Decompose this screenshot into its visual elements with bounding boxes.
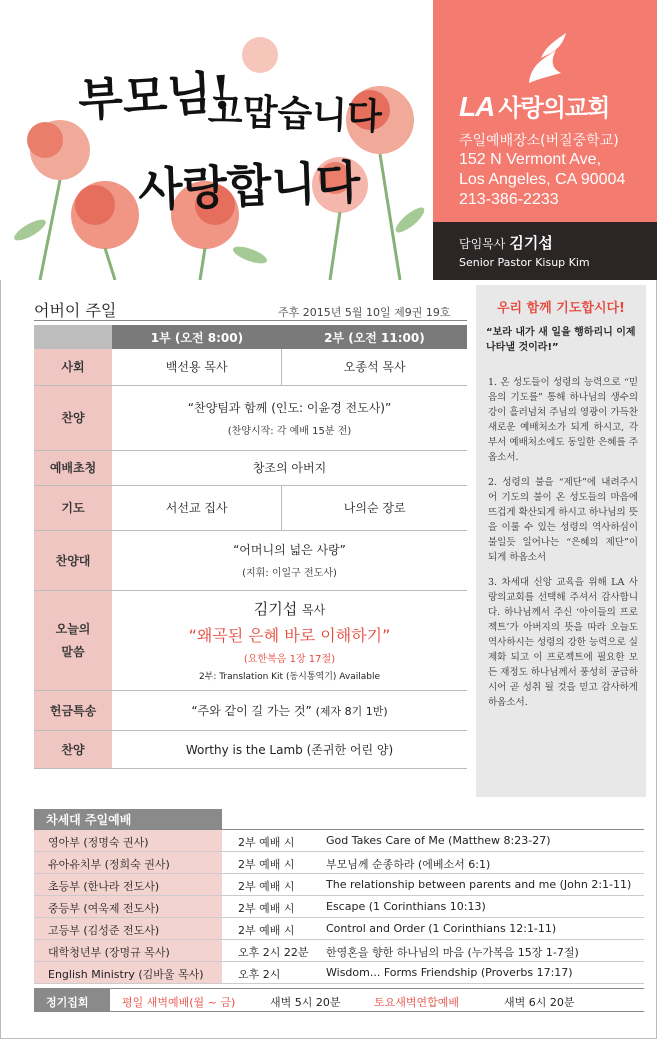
cell: 나의순 장로 — [282, 485, 467, 530]
sermon-label2: 말씀 — [61, 645, 85, 659]
church-name — [459, 88, 609, 123]
time: 오후 2시 — [238, 968, 281, 981]
phone: 213-386-2233 — [459, 191, 559, 208]
choir-sub: (지휘: 이일구 전도사) — [242, 568, 337, 579]
prayer-list — [488, 375, 638, 720]
cell — [112, 590, 467, 690]
calligraphy-line1a: 부모님! — [76, 65, 233, 127]
pastor-name: 김기섭 — [509, 234, 553, 252]
flame-logo-icon — [521, 28, 571, 88]
row-label: 사회 — [34, 349, 112, 385]
row-label: 찬양대 — [34, 530, 112, 590]
prayer-box — [476, 285, 646, 797]
saturday-time: 새벽 6시 20분 — [504, 996, 575, 1009]
pastor-title: 담임목사 — [459, 237, 506, 251]
sermon-title: The relationship between parents and me (John 2:1-11) — [326, 878, 632, 891]
saturday-label: 토요새벽연합예배 — [374, 996, 460, 1009]
offering-song: “주와 같이 길 가는 것” — [191, 703, 312, 718]
table-row — [34, 830, 644, 852]
prayer-title: 우리 함께 기도합시다! — [496, 301, 625, 316]
location-label: 주일예배장소(버질중학교) — [459, 133, 619, 149]
sermon-title: 한영혼을 향한 하나님의 마음 (누가복음 15장 1-7절) — [326, 946, 579, 959]
praise-sub: (찬양시작: 각 예배 15분 전) — [227, 425, 352, 437]
order-of-worship — [34, 325, 467, 769]
church-info-panel — [433, 0, 657, 222]
preacher-title: 목사 — [302, 603, 326, 617]
dept: 대학청년부 (장명규 목사) — [34, 940, 222, 961]
carnation-illustration — [0, 0, 433, 280]
time: 오후 2시 22분 — [238, 946, 309, 959]
cell: 서선교 집사 — [112, 485, 282, 530]
time: 2부 예배 시 — [238, 836, 295, 849]
sermon-title: Escape (1 Corinthians 10:13) — [326, 900, 486, 913]
preacher-name: 김기섭 — [253, 600, 298, 618]
praise-main: “찬양팀과 함께 (인도: 이윤경 전도사)” — [187, 400, 392, 415]
header-service2: 2부 (오전 11:00) — [282, 325, 467, 349]
church-name-la: LA — [459, 91, 495, 122]
regular-title: 정기집회 — [34, 989, 110, 1011]
table-row — [34, 918, 644, 940]
weekday-time: 새벽 5시 20분 — [270, 996, 341, 1009]
table-row — [34, 485, 467, 530]
table-row — [34, 450, 467, 485]
dept: 중등부 (여욱제 전도사) — [34, 896, 222, 917]
table-row — [34, 896, 644, 918]
cell: 오종석 목사 — [282, 349, 467, 385]
table-row — [34, 730, 467, 768]
address — [459, 150, 625, 210]
divider — [34, 320, 467, 321]
row-label: 예배초청 — [34, 450, 112, 485]
row-label: 헌금특송 — [34, 690, 112, 730]
sermon-ref: (요한복음 1장 17절) — [243, 654, 336, 665]
time: 2부 예배 시 — [238, 858, 295, 871]
list-item: 3. 차세대 신앙 교육을 위해 LA 사랑의교회를 선택해 주셔서 감사합니다. 하나님께서 주신 ‘아이들의 프로젝트’가 아버지의 뜻을 따라 오늘도 역사하시는 성령의 강한 능력으로 실제화 되고 이 프로젝트에 필요한 모든 재정도 하나님께서 풍성히 공급하시어 곧 성취 될 것을 믿고 감사하게 하옵소서. — [488, 577, 638, 708]
sermon-title: Control and Order (1 Corinthians 12:1-11) — [326, 922, 557, 935]
address-line1: 152 N Vermont Ave, — [459, 151, 602, 168]
list-item: 1. 온 성도들이 성령의 능력으로 “믿음의 기도를” 통해 하나님의 생수의 강이 흘러넘쳐 주님의 영광이 가득찬 새로운 예배처소가 되게 하시고, 각 부서 예배처소에도 동일한 은혜를 주옵소서. — [488, 377, 638, 463]
list-item: 2. 성령의 불을 “제단”에 내려주시어 기도의 불이 온 성도들의 마음에 뜨겁게 확산되게 하시고 하나님의 뜻을 이룰 수 있는 성령의 역사하심이 불일듯 일어나는 “은혜의 제단”이 되게 하옵소서 — [488, 477, 638, 563]
sermon-title: God Takes Care of Me (Matthew 8:23-27) — [326, 834, 551, 847]
cell — [112, 690, 467, 730]
dept: 고등부 (김성준 전도사) — [34, 918, 222, 939]
sermon-label1: 오늘의 — [55, 622, 91, 636]
table-row — [34, 349, 467, 385]
cell — [112, 530, 467, 590]
translation-note: 2부: Translation Kit (동시통역기) Available — [198, 672, 381, 682]
cell: 창조의 아버지 — [112, 450, 467, 485]
cell: Worthy is the Lamb (존귀한 어린 양) — [112, 730, 467, 768]
cell: 백선용 목사 — [112, 349, 282, 385]
calligraphy-line1b: 고맙습니다 — [207, 89, 383, 139]
preacher — [112, 598, 467, 619]
cell — [112, 385, 467, 450]
dept: English Ministry (김바울 목사) — [34, 962, 222, 983]
row-label: 기도 — [34, 485, 112, 530]
weekday-label: 평일 새벽예배(월 ~ 금) — [122, 996, 236, 1009]
choir-main: “어머니의 넓은 사랑” — [233, 543, 346, 557]
time: 2부 예배 시 — [238, 924, 295, 937]
regular-meetings — [34, 988, 644, 1012]
row-label — [34, 590, 112, 690]
table-row — [34, 962, 644, 984]
table-row — [34, 874, 644, 896]
service-title: 어버이 주일 — [34, 301, 117, 320]
row-label: 찬양 — [34, 385, 112, 450]
hero-banner — [0, 0, 433, 280]
table-row — [34, 690, 467, 730]
prayer-quote: “보라 내가 새 일을 행하리니 이제 나타낼 것이라!” — [486, 327, 636, 353]
time: 2부 예배 시 — [238, 880, 295, 893]
dept: 영아부 (정명숙 권사) — [34, 830, 222, 851]
pastor-bar — [433, 222, 657, 280]
table-row — [34, 590, 467, 690]
sermon-title: Wisdom... Forms Friendship (Proverbs 17:17) — [326, 966, 573, 979]
time: 2부 예배 시 — [238, 902, 295, 915]
header-blank — [34, 325, 112, 349]
row-label: 찬양 — [34, 730, 112, 768]
offering-by: (제자 8기 1반) — [315, 704, 388, 718]
table-row — [34, 385, 467, 450]
dept: 유아유치부 (정희숙 권사) — [34, 852, 222, 873]
table-row — [34, 940, 644, 962]
table-row — [34, 530, 467, 590]
service-date: 주후 2015년 5월 10일 제9권 19호 — [278, 306, 451, 319]
sermon-title: “왜곡된 은혜 바로 이해하기” — [188, 626, 391, 645]
sermon-title: 부모님께 순종하라 (에베소서 6:1) — [326, 858, 491, 871]
dept: 초등부 (한나라 전도사) — [34, 874, 222, 895]
header-service1: 1부 (오전 8:00) — [112, 325, 282, 349]
address-line2: Los Angeles, CA 90004 — [459, 171, 626, 188]
church-name-ko: 사랑의교회 — [498, 94, 610, 122]
next-gen-title: 차세대 주일예배 — [34, 809, 222, 829]
table-row — [34, 852, 644, 874]
table-header — [34, 325, 467, 349]
calligraphy-line2: 사랑합니다 — [137, 155, 362, 217]
pastor-en: Senior Pastor Kisup Kim — [459, 256, 590, 269]
